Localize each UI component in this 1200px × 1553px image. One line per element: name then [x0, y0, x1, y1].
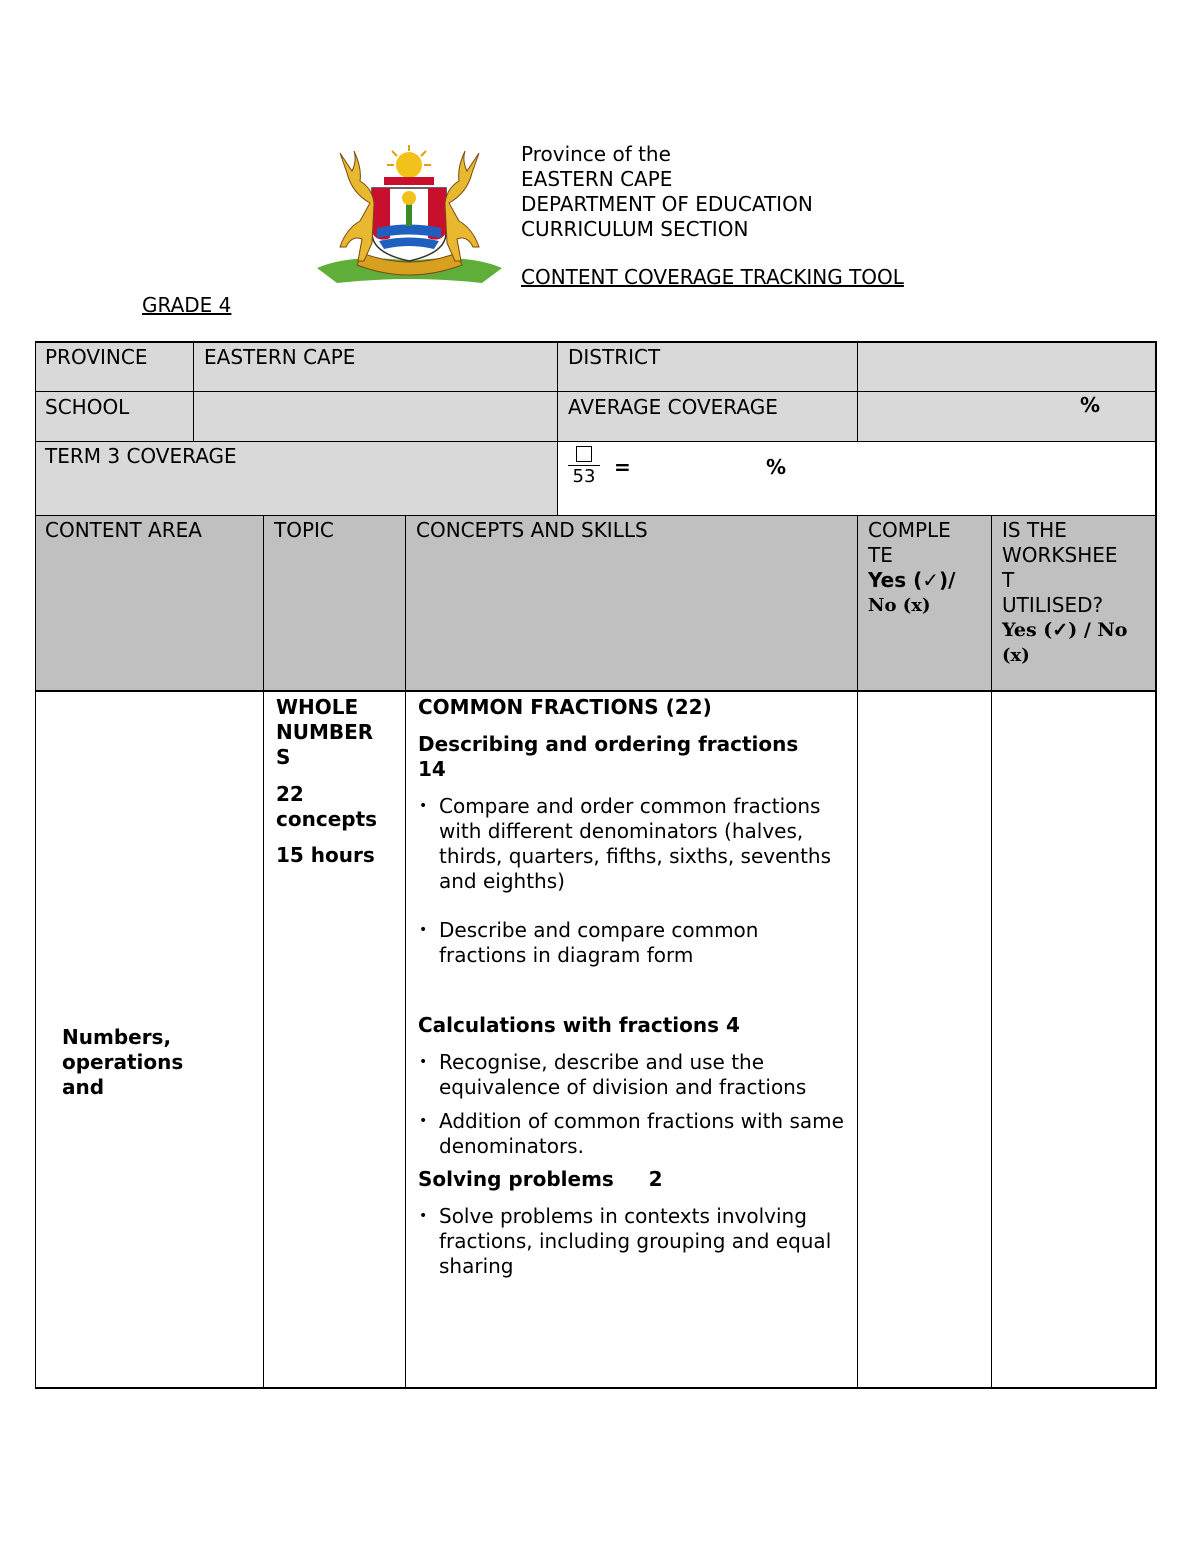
table-border [557, 341, 558, 516]
worksheet-header-line: UTILISED? [1002, 593, 1104, 617]
district-label: DISTRICT [568, 345, 661, 369]
eastern-cape-coat-of-arms [312, 143, 507, 291]
numerator-checkbox-icon[interactable] [576, 446, 592, 462]
heading-line-province-of: Province of the [521, 142, 671, 166]
topic-line: NUMBER [276, 720, 374, 744]
subsection-solving-problems: Solving problems 2 [418, 1167, 663, 1191]
topic-line: S [276, 745, 291, 769]
content-area-line: and [62, 1075, 105, 1099]
list-item: • Recognise, describe and use the equivalence of division and fractions [418, 1050, 846, 1100]
table-border [263, 515, 264, 1388]
term-coverage-fraction [568, 444, 600, 487]
content-area-line: operations [62, 1050, 184, 1074]
subsection-describing-count: 14 [418, 757, 446, 781]
table-border [35, 515, 1157, 516]
complete-header-line: TE [868, 543, 893, 567]
school-label: SCHOOL [45, 395, 130, 419]
complete-checkbox-cell[interactable] [858, 691, 992, 1388]
worksheet-header-line: IS THE [1002, 518, 1067, 542]
complete-header-yes: Yes (✓)/ [868, 568, 956, 592]
heading-line-department: DEPARTMENT OF EDUCATION [521, 192, 813, 216]
worksheet-header-x: (x) [1002, 645, 1030, 666]
table-border [405, 515, 406, 1388]
province-value: EASTERN CAPE [204, 345, 356, 369]
heading-line-eastern-cape: EASTERN CAPE [521, 167, 673, 191]
table-border [35, 1387, 1157, 1389]
topic-line: WHOLE [276, 695, 359, 719]
column-worksheet-utilised [992, 515, 1156, 671]
table-border [35, 341, 1157, 343]
column-concepts-and-skills: CONCEPTS AND SKILLS [416, 518, 648, 542]
concepts-and-skills-value [408, 692, 856, 1282]
table-border [857, 341, 858, 441]
school-field[interactable] [194, 392, 558, 441]
list-item: • Solve problems in contexts involving fractions, including grouping and equal sharing [418, 1204, 846, 1279]
list-item: • Compare and order common fractions with different denominators (halves, thirds, quarters, fifths, sixths, sevenths and eighths) [418, 794, 846, 894]
content-area-value [52, 1022, 252, 1099]
list-item: • Addition of common fractions with same denominators. [418, 1109, 846, 1159]
column-topic: TOPIC [274, 518, 334, 542]
complete-header-no: No (x) [868, 595, 931, 616]
subsection-calculations: Calculations with fractions 4 [418, 1013, 740, 1037]
table-border [1155, 341, 1157, 1389]
document-title: CONTENT COVERAGE TRACKING TOOL [521, 265, 904, 289]
table-border [857, 515, 858, 1388]
table-border [35, 391, 1157, 392]
column-complete [858, 515, 992, 621]
topic-concept-count: 22 [276, 782, 304, 806]
describing-ordering-list [418, 794, 846, 968]
worksheet-header-line: T [1002, 568, 1015, 592]
district-field[interactable] [858, 342, 1156, 391]
complete-header-line: COMPLE [868, 518, 951, 542]
worksheet-header-line: WORKSHEE [1002, 543, 1118, 567]
calculations-list [418, 1050, 846, 1159]
average-coverage-label: AVERAGE COVERAGE [568, 395, 778, 419]
content-area-line: Numbers, [62, 1025, 172, 1049]
topic-value [266, 692, 406, 871]
column-content-area: CONTENT AREA [45, 518, 202, 542]
province-label: PROVINCE [45, 345, 148, 369]
grade-label: GRADE 4 [142, 293, 232, 317]
section-title: COMMON FRACTIONS (22) [418, 695, 712, 719]
topic-hours: 15 hours [276, 843, 375, 867]
table-border [35, 341, 36, 1389]
table-border [35, 690, 1157, 692]
table-border [193, 341, 194, 441]
worksheet-utilised-cell[interactable] [992, 691, 1156, 1388]
equals-sign: = [614, 455, 631, 479]
subsection-describing-ordering: Describing and ordering fractions [418, 732, 799, 756]
fraction-denominator: 53 [572, 466, 596, 487]
department-heading [521, 142, 813, 242]
solving-problems-list [418, 1204, 846, 1279]
topic-concept-label: concepts [276, 807, 378, 831]
table-border [35, 441, 1157, 442]
table-border [991, 515, 992, 1388]
average-coverage-percent: % [1080, 393, 1101, 417]
term-coverage-percent: % [766, 455, 787, 479]
term-coverage-label: TERM 3 COVERAGE [45, 444, 237, 468]
heading-line-section: CURRICULUM SECTION [521, 217, 749, 241]
worksheet-header-yes-no: Yes (✓) / No [1002, 619, 1128, 641]
list-item: • Describe and compare common fractions in diagram form [418, 918, 846, 968]
